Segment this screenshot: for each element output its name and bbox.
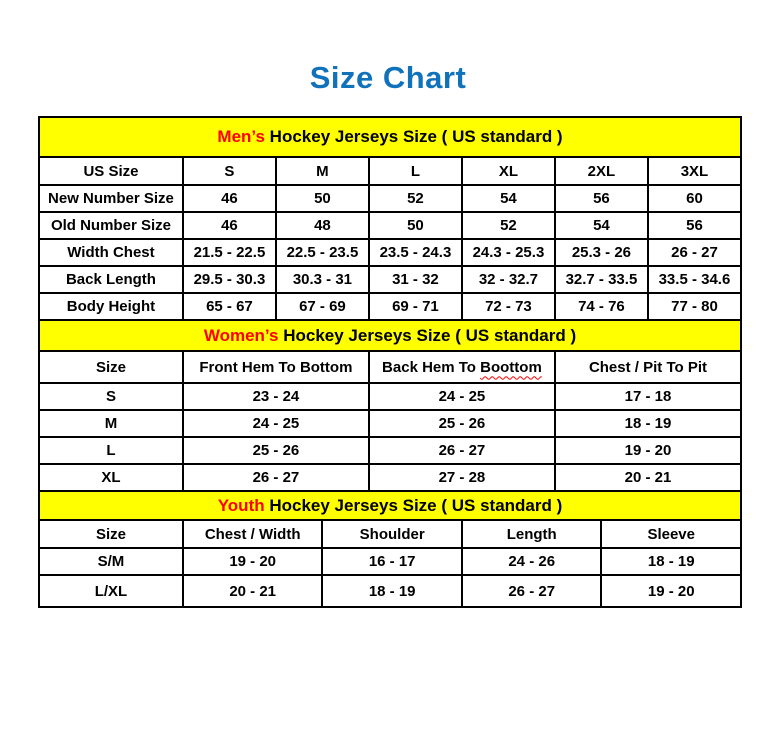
size-cell: 65 - 67 [183,293,276,320]
table-row [39,437,741,464]
youth-section-row [39,491,741,520]
size-cell: 67 - 69 [276,293,369,320]
size-cell: 23 - 24 [183,383,369,410]
youth-highlight-word: Youth [217,495,265,515]
row-label: Body Height [39,293,183,320]
size-cell: 50 [276,185,369,212]
row-label: Back Length [39,266,183,293]
mens-col-header: US Size [39,157,183,185]
size-cell: 18 - 19 [555,410,741,437]
womens-header-row [39,351,741,383]
size-cell: 24.3 - 25.3 [462,239,555,266]
table-row [39,266,741,293]
mens-col-header: XL [462,157,555,185]
mens-col-header: L [369,157,462,185]
size-cell: 72 - 73 [462,293,555,320]
row-label: S [39,383,183,410]
size-cell: 56 [648,212,741,239]
table-row [39,464,741,491]
youth-section-title-text: Hockey Jerseys Size ( US standard ) [264,495,563,515]
size-cell: 54 [555,212,648,239]
table-row [39,575,741,607]
mens-size-table [38,116,742,321]
youth-col-header: Size [39,520,183,548]
size-cell: 20 - 21 [183,575,323,607]
mens-col-header: 2XL [555,157,648,185]
size-cell: 25 - 26 [183,437,369,464]
size-cell: 52 [462,212,555,239]
size-cell: 25.3 - 26 [555,239,648,266]
womens-col-header: Front Hem To Bottom [183,351,369,383]
youth-section-header [39,491,741,520]
size-cell: 21.5 - 22.5 [183,239,276,266]
size-cell: 24 - 25 [369,383,555,410]
womens-section-title-text: Hockey Jerseys Size ( US standard ) [278,325,577,345]
womens-col-header-prefix: Back Hem To [382,358,481,376]
womens-section-row [39,320,741,351]
size-cell: 20 - 21 [555,464,741,491]
womens-section-header [39,320,741,351]
size-cell: 19 - 20 [183,548,323,575]
size-cell: 69 - 71 [369,293,462,320]
size-cell: 27 - 28 [369,464,555,491]
spellcheck-underlined-word: Boottom [480,358,542,376]
size-cell: 50 [369,212,462,239]
mens-col-header: 3XL [648,157,741,185]
size-cell: 29.5 - 30.3 [183,266,276,293]
size-cell: 16 - 17 [322,548,462,575]
womens-col-header: Chest / Pit To Pit [555,351,741,383]
size-cell: 23.5 - 24.3 [369,239,462,266]
row-label: S/M [39,548,183,575]
table-row [39,293,741,320]
size-chart-page [0,60,776,608]
size-cell: 32 - 32.7 [462,266,555,293]
size-cell: 24 - 26 [462,548,602,575]
row-label: XL [39,464,183,491]
size-cell: 32.7 - 33.5 [555,266,648,293]
size-cell: 18 - 19 [322,575,462,607]
womens-col-header: Size [39,351,183,383]
size-cell: 22.5 - 23.5 [276,239,369,266]
size-cell: 17 - 18 [555,383,741,410]
size-cell: 33.5 - 34.6 [648,266,741,293]
size-cell: 26 - 27 [462,575,602,607]
size-cell: 19 - 20 [555,437,741,464]
size-cell: 26 - 27 [648,239,741,266]
row-label: L [39,437,183,464]
row-label: M [39,410,183,437]
table-row [39,239,741,266]
mens-section-title-text: Hockey Jerseys Size ( US standard ) [264,127,563,146]
mens-section-header [39,117,741,157]
size-cell: 56 [555,185,648,212]
womens-highlight-word: Women’s [203,325,279,345]
size-cell: 46 [183,212,276,239]
youth-col-header: Length [462,520,602,548]
youth-col-header: Sleeve [601,520,741,548]
table-row [39,410,741,437]
size-cell: 77 - 80 [648,293,741,320]
page-title: Size Chart [309,60,467,95]
mens-header-row [39,157,741,185]
size-cell: 46 [183,185,276,212]
mens-highlight-word: Men’s [217,127,265,146]
size-cell: 25 - 26 [369,410,555,437]
row-label: New Number Size [39,185,183,212]
size-cell: 18 - 19 [601,548,741,575]
size-cell: 54 [462,185,555,212]
size-cell: 30.3 - 31 [276,266,369,293]
row-label: Width Chest [39,239,183,266]
table-row [39,383,741,410]
youth-col-header: Chest / Width [183,520,323,548]
womens-size-table [38,319,742,492]
size-cell: 48 [276,212,369,239]
size-cell: 26 - 27 [369,437,555,464]
table-row [39,185,741,212]
size-cell: 26 - 27 [183,464,369,491]
size-cell: 19 - 20 [601,575,741,607]
table-row [39,212,741,239]
size-cell: 52 [369,185,462,212]
size-cell: 60 [648,185,741,212]
mens-col-header: S [183,157,276,185]
row-label: Old Number Size [39,212,183,239]
youth-header-row [39,520,741,548]
womens-col-header [369,351,555,383]
size-chart [38,116,742,608]
size-cell: 74 - 76 [555,293,648,320]
youth-size-table [38,490,742,608]
size-cell: 24 - 25 [183,410,369,437]
mens-section-row [39,117,741,157]
size-cell: 31 - 32 [369,266,462,293]
row-label: L/XL [39,575,183,607]
mens-col-header: M [276,157,369,185]
youth-col-header: Shoulder [322,520,462,548]
table-row [39,548,741,575]
